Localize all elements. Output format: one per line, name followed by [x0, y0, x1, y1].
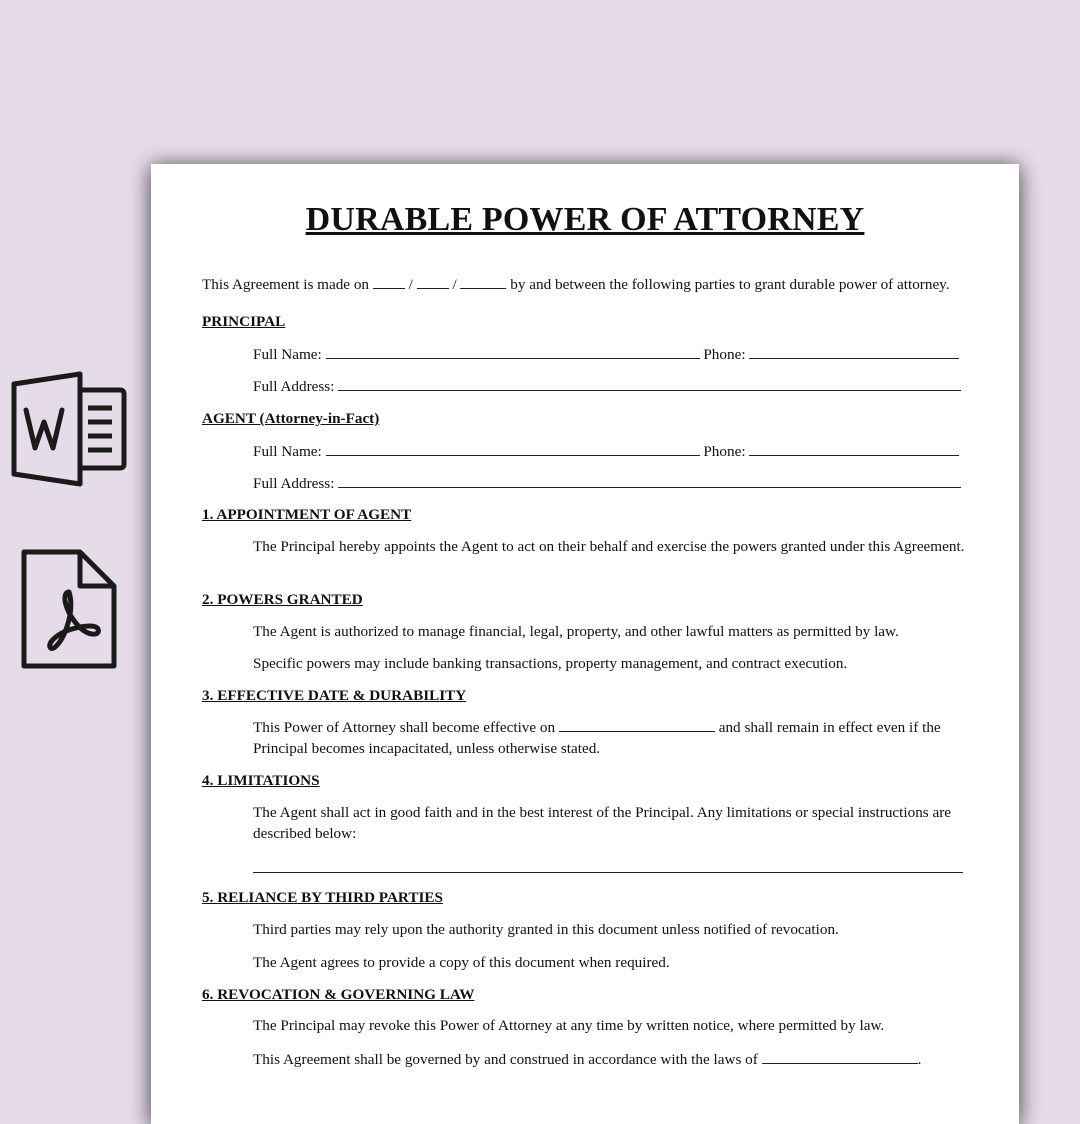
agent-heading: AGENT (Attorney-in-Fact) [202, 410, 380, 427]
date-year-blank[interactable] [460, 274, 506, 289]
agent-name-field[interactable] [326, 441, 700, 456]
principal-phone-field[interactable] [749, 344, 959, 359]
date-separator: / [408, 276, 413, 293]
effective-date-text: This Power of Attorney shall become effective on [253, 719, 556, 736]
section-heading: 5. RELIANCE BY THIRD PARTIES [202, 889, 443, 906]
period: . [917, 1051, 922, 1068]
principal-address-row [253, 376, 961, 397]
section-paragraph: The Principal hereby appoints the Agent to act on their behalf and exercise the powers granted under this Agreement. [253, 538, 965, 555]
section-paragraph: The Principal may revoke this Power of Attorney at any time by written notice, where permitted by law. [253, 1017, 885, 1034]
governing-law-field[interactable] [762, 1049, 918, 1064]
phone-label: Phone: [703, 346, 746, 363]
effective-date-field[interactable] [559, 717, 715, 732]
date-separator: / [452, 276, 457, 293]
full-name-label: Full Name: [253, 443, 322, 460]
limitations-field[interactable] [253, 872, 963, 873]
date-day-blank[interactable] [417, 274, 449, 289]
section-paragraph: The Agent is authorized to manage financial, legal, property, and other lawful matters as permitted by law. [253, 623, 899, 640]
principal-name-field[interactable] [326, 344, 700, 359]
full-name-label: Full Name: [253, 346, 322, 363]
phone-label: Phone: [703, 443, 746, 460]
section-heading: 1. APPOINTMENT OF AGENT [202, 506, 412, 523]
full-address-label: Full Address: [253, 475, 335, 492]
durability-text: and shall remain in effect even if the Principal becomes incapacitated, unless otherwise stated. [253, 719, 941, 757]
section-heading: 4. LIMITATIONS [202, 772, 320, 789]
section-paragraph: Third parties may rely upon the authority granted in this document unless notified of revocation. [253, 921, 839, 938]
principal-address-field[interactable] [338, 376, 961, 391]
date-month-blank[interactable] [373, 274, 405, 289]
governing-law-text: This Agreement shall be governed by and construed in accordance with the laws of [253, 1051, 758, 1068]
agent-address-row [253, 473, 961, 494]
principal-heading: PRINCIPAL [202, 313, 286, 330]
intro-suffix: by and between the following parties to grant durable power of attorney. [510, 276, 950, 293]
section-paragraph: The Agent shall act in good faith and in the best interest of the Principal. Any limitations or special instructions are described below: [253, 804, 952, 842]
agent-phone-field[interactable] [749, 441, 959, 456]
full-address-label: Full Address: [253, 378, 335, 395]
document-title: DURABLE POWER OF ATTORNEY [305, 201, 865, 238]
section-paragraph [253, 1049, 921, 1070]
intro-line [202, 274, 950, 295]
section-heading: 2. POWERS GRANTED [202, 591, 363, 608]
pdf-document-icon [20, 548, 118, 670]
section-paragraph: Specific powers may include banking transactions, property management, and contract execution. [253, 655, 848, 672]
word-document-icon [8, 370, 128, 488]
section-heading: 3. EFFECTIVE DATE & DURABILITY [202, 687, 467, 704]
intro-prefix: This Agreement is made on [202, 276, 370, 293]
principal-name-row [253, 344, 959, 365]
agent-name-row [253, 441, 959, 462]
agent-address-field[interactable] [338, 473, 961, 488]
section-paragraph: The Agent agrees to provide a copy of this document when required. [253, 954, 670, 971]
section-paragraph [253, 717, 965, 759]
section-heading: 6. REVOCATION & GOVERNING LAW [202, 986, 475, 1003]
document-page [151, 164, 1019, 1124]
